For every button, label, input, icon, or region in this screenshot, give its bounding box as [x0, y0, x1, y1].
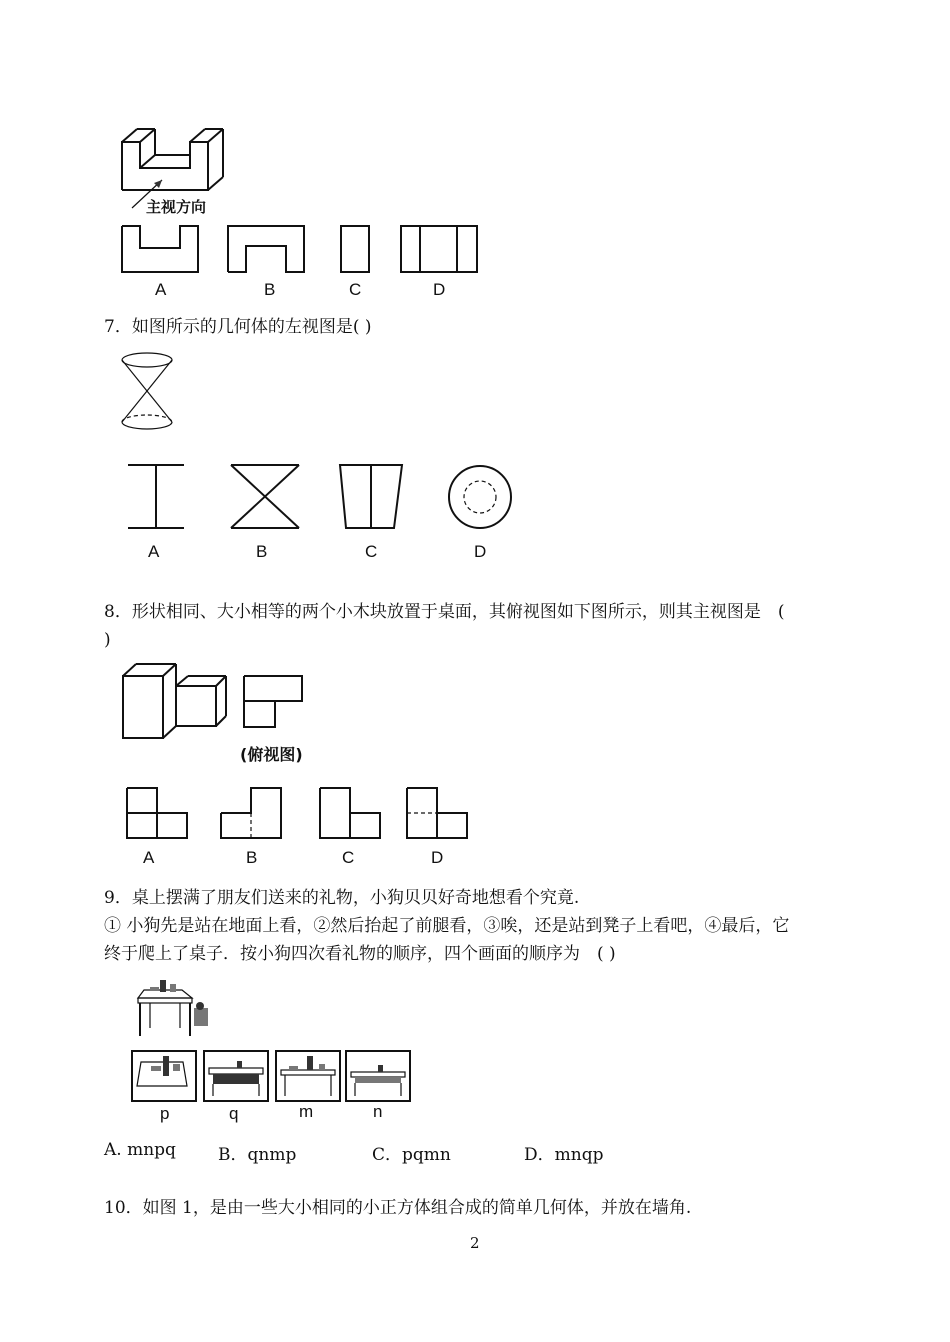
- q8-option-d-label: D: [431, 848, 444, 867]
- q6-option-b-figure: [226, 224, 306, 274]
- q10-question-text: 10．如图 1，是由一些大小相同的小正方体组合成的简单几何体，并放在墙角.: [104, 1198, 692, 1218]
- q9-table-with-gifts-figure: [130, 978, 215, 1040]
- q9-answer-b: B．qnmp: [218, 1145, 297, 1165]
- q9-picture-label-m: m: [299, 1102, 314, 1121]
- q9-question-line-3: 终于爬上了桌子．按小狗四次看礼物的顺序，四个画面的顺序为 ( ): [104, 944, 616, 964]
- q8-top-view-label: (俯视图): [240, 745, 303, 764]
- q9-picture-label-q: q: [229, 1104, 239, 1123]
- q8-option-c-figure: [318, 786, 382, 840]
- q9-picture-q: [203, 1050, 269, 1102]
- q8-option-c-label: C: [342, 848, 355, 867]
- page-number: 2: [470, 1234, 480, 1252]
- q7-option-d-label: D: [474, 542, 487, 561]
- q7-option-c-label: C: [365, 542, 378, 561]
- q6-option-c-figure: [339, 224, 371, 274]
- q9-answer-d: D．mnqp: [524, 1145, 604, 1165]
- q8-option-b-figure: [219, 786, 283, 840]
- q9-picture-m: [275, 1050, 341, 1102]
- q8-option-a-label: A: [143, 848, 155, 867]
- q9-answer-c: C．pqmn: [372, 1145, 451, 1165]
- q8-option-d-figure: [405, 786, 469, 840]
- q7-option-b-label: B: [256, 542, 268, 561]
- q9-picture-label-p: p: [160, 1104, 170, 1123]
- q7-option-d-figure: [446, 463, 514, 531]
- q6-option-a-figure: [120, 224, 200, 274]
- q9-answer-a: A. mnpq: [104, 1140, 176, 1160]
- q9-picture-label-n: n: [373, 1102, 383, 1121]
- q6-option-c-label: C: [349, 280, 362, 299]
- q6-option-a-label: A: [155, 280, 167, 299]
- q7-option-a-figure: [126, 462, 186, 532]
- q8-blocks-figure: [120, 660, 230, 742]
- q8-option-a-figure: [125, 786, 189, 840]
- q7-question-text: 7．如图所示的几何体的左视图是( ): [104, 317, 372, 337]
- q7-double-cone-figure: [110, 350, 185, 435]
- q6-option-d-figure: [399, 224, 479, 274]
- q9-question-line-2: ① 小狗先是站在地面上看，②然后抬起了前腿看，③唉，还是站到凳子上看吧，④最后，它: [104, 916, 790, 936]
- q8-top-view-figure: [242, 674, 304, 730]
- q9-picture-p: [131, 1050, 197, 1102]
- q9-question-line-1: 9．桌上摆满了朋友们送来的礼物，小狗贝贝好奇地想看个究竟.: [104, 888, 580, 908]
- q6-option-d-label: D: [433, 280, 446, 299]
- q8-option-b-label: B: [246, 848, 258, 867]
- q6-option-b-label: B: [264, 280, 276, 299]
- q9-picture-n: [345, 1050, 411, 1102]
- q6-direction-label: 主视方向: [146, 198, 207, 216]
- q7-option-c-figure: [338, 462, 404, 532]
- q8-question-text: 8．形状相同、大小相等的两个小木块放置于桌面，其俯视图如下图所示，则其主视图是 (: [104, 602, 785, 622]
- q7-option-b-figure: [229, 462, 301, 532]
- q8-question-text-cont: ): [104, 630, 111, 650]
- q7-option-a-label: A: [148, 542, 160, 561]
